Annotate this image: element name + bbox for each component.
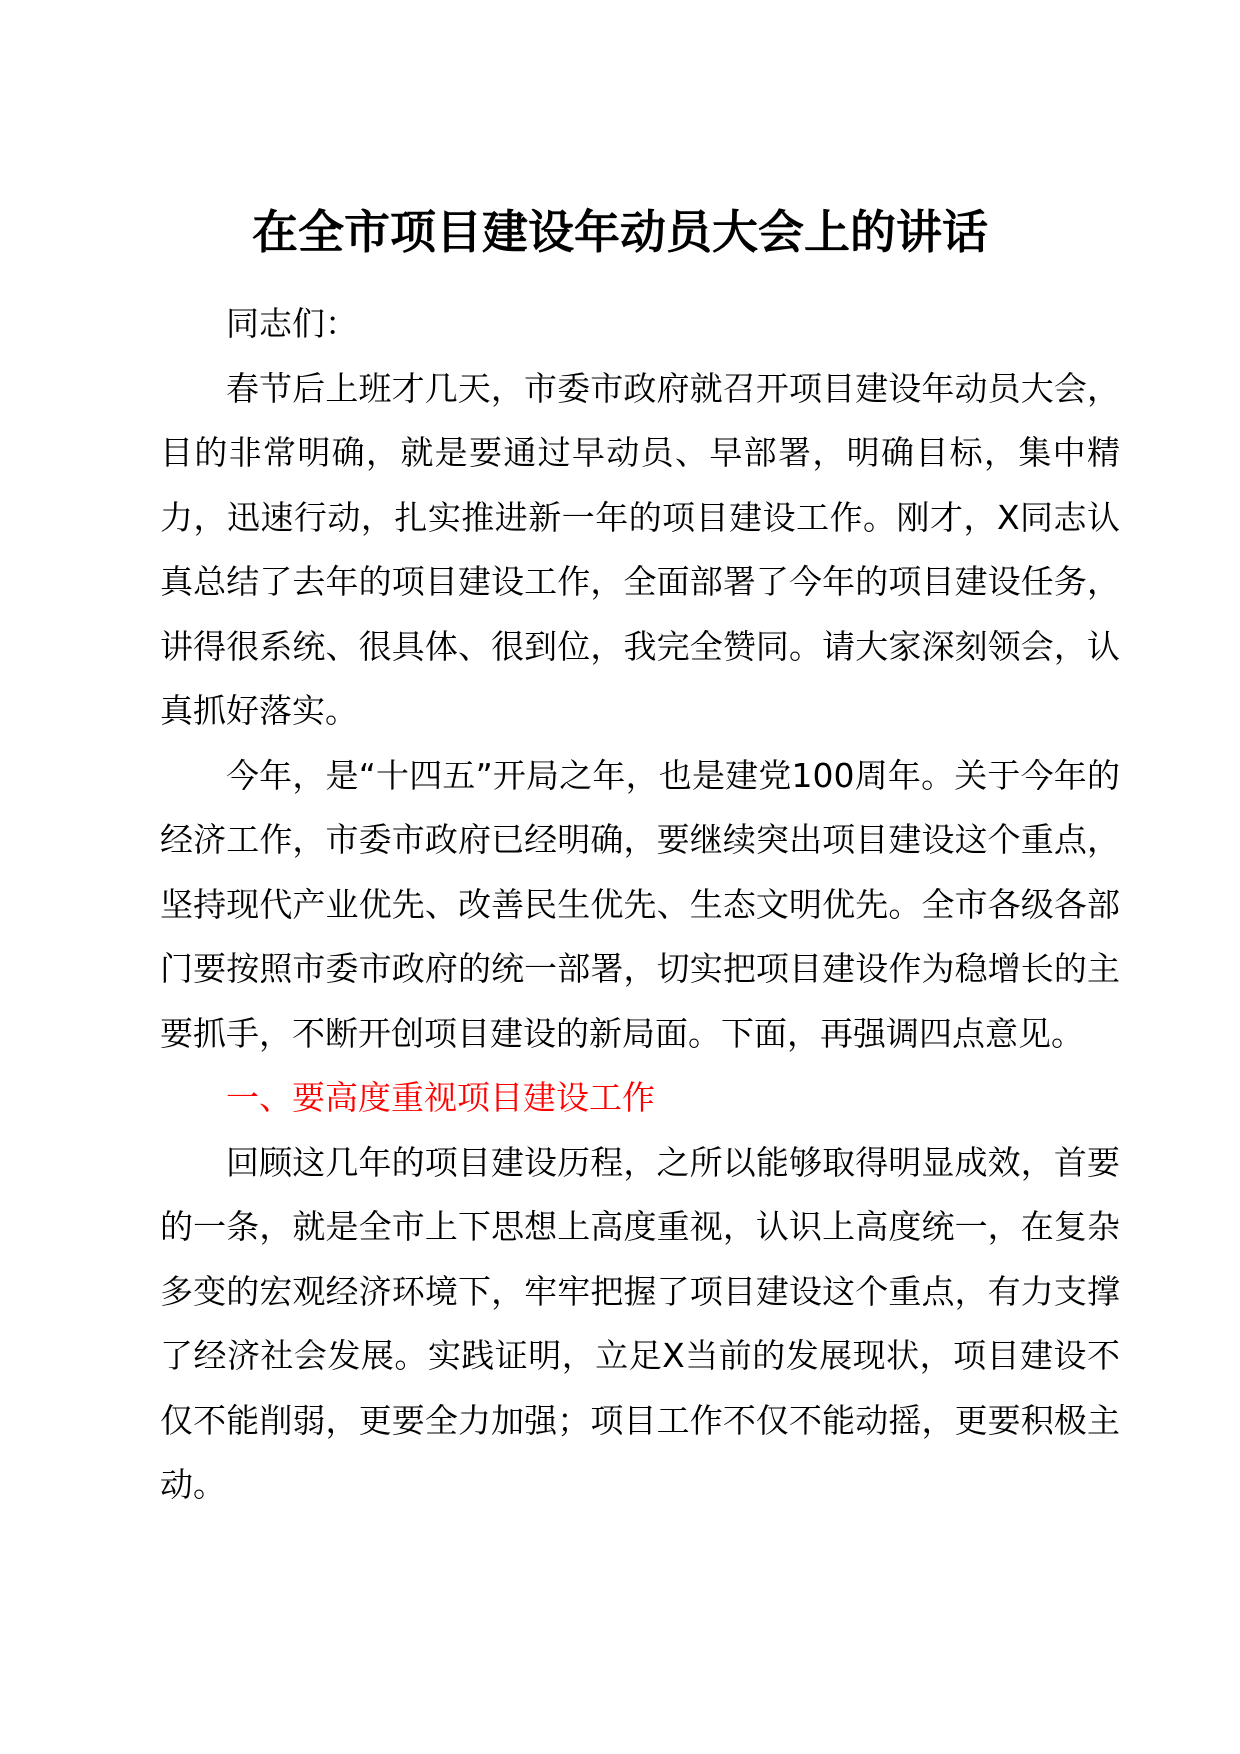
document-body (160, 292, 1120, 1518)
section-paragraph: 回顾这几年的项目建设历程，之所以能够取得明显成效，首要的一条，就是全市上下思想上高度重视，认识上高度统一，在复杂多变的宏观经济环境下，牢牢把握了项目建设这个重点，有力支撑了经济社会发展。实践证明，立足X当前的发展现状，项目建设不仅不能削弱，更要全力加强；项目工作不仅不能动摇，更要积极主动。 (160, 1142, 1120, 1504)
section-heading: 一、要高度重视项目建设工作 (226, 1078, 655, 1117)
document-title: 在全市项目建设年动员大会上的讲话 (252, 205, 988, 259)
paragraph-2: 今年，是“十四五”开局之年，也是建党100周年。关于今年的经济工作，市委市政府已经明确，要继续突出项目建设这个重点，坚持现代产业优先、改善民生优先、生态文明优先。全市各级各部门要按照市委市政府的统一部署，切实把项目建设作为稳增长的主要抓手，不断开创项目建设的新局面。下面，再强调四点意见。 (160, 755, 1120, 1053)
salutation: 同志们： (226, 304, 358, 343)
paragraph-1: 春节后上班才几天，市委市政府就召开项目建设年动员大会，目的非常明确，就是要通过早动员、早部署，明确目标，集中精力，迅速行动，扎实推进新一年的项目建设工作。刚才，X同志认真总结了去年的项目建设工作，全面部署了今年的项目建设任务，讲得很系统、很具体、很到位，我完全赞同。请大家深刻领会，认真抓好落实。 (160, 368, 1120, 730)
